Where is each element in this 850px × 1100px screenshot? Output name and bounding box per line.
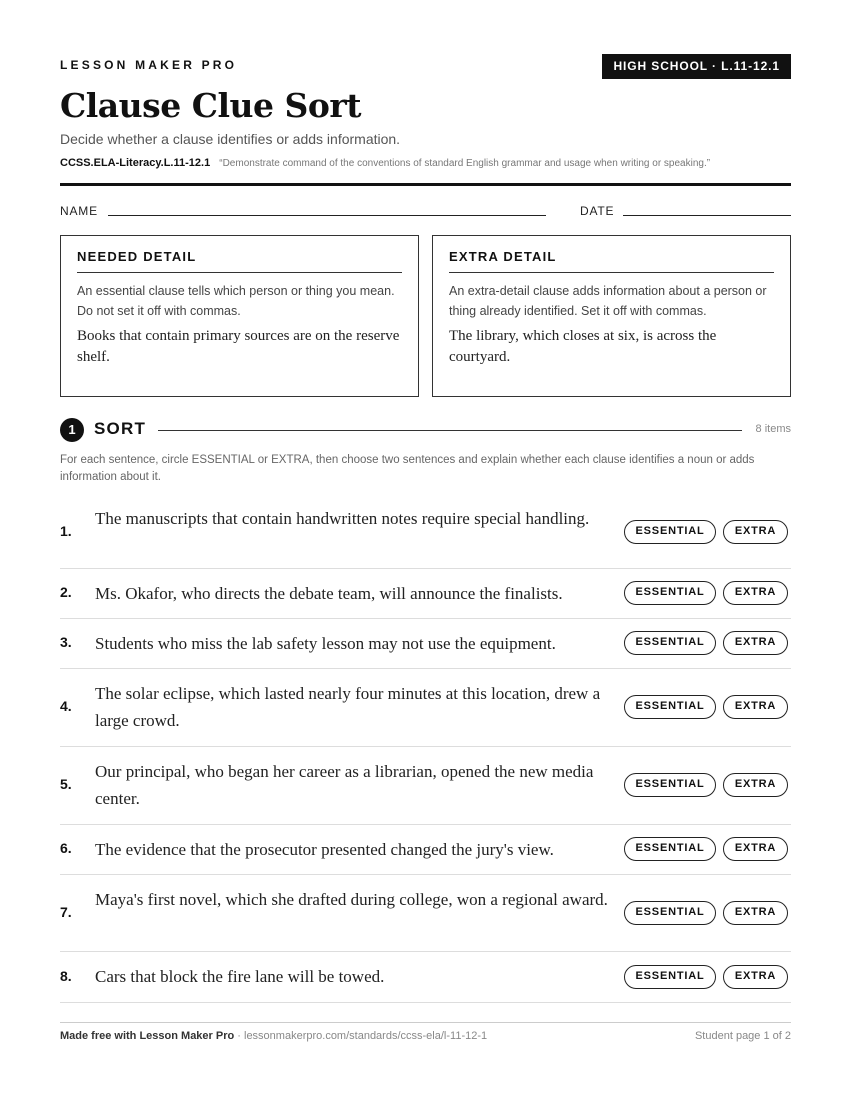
sentence-number: 7. (60, 904, 72, 920)
sentence-text: Our principal, who began her career as a librarian, opened the new media center. (95, 762, 594, 808)
sentence-text: Cars that block the fire lane will be towed. (95, 967, 385, 986)
needed-detail-example: Books that contain primary sources are on the reserve shelf. (77, 328, 400, 365)
extra-choice[interactable]: EXTRA (723, 695, 788, 719)
extra-choice[interactable]: EXTRA (723, 581, 788, 605)
sentence-row (60, 875, 791, 952)
essential-choice[interactable]: ESSENTIAL (624, 901, 716, 925)
date-field[interactable] (623, 215, 791, 216)
sentence-row (60, 669, 791, 747)
page-title: Clause Clue Sort (60, 86, 361, 125)
sentence-text: The solar eclipse, which lasted nearly four minutes at this location, drew a large crowd. (95, 684, 601, 730)
standard-line (60, 157, 710, 169)
essential-choice[interactable]: ESSENTIAL (624, 837, 716, 861)
extra-choice[interactable]: EXTRA (723, 837, 788, 861)
brand-name: LESSON MAKER PRO (60, 58, 238, 72)
sentence-text: The manuscripts that contain handwritten notes require special handling. (95, 509, 590, 528)
footer-divider (60, 1022, 791, 1023)
worksheet-page (60, 0, 791, 1100)
footer-page-number: Student page 1 of 2 (694, 1030, 791, 1042)
sentence-text: Maya's first novel, which she drafted during college, won a regional award. (95, 890, 608, 909)
sentence-row (60, 825, 791, 875)
sentence-row (60, 952, 791, 1003)
extra-detail-heading: EXTRA DETAIL (449, 249, 774, 273)
sentence-number: 5. (60, 776, 72, 792)
needed-detail-card (60, 235, 419, 397)
sentence-text: Students who miss the lab safety lesson may not use the equipment. (95, 634, 556, 653)
essential-choice[interactable]: ESSENTIAL (624, 695, 716, 719)
essential-choice[interactable]: ESSENTIAL (624, 965, 716, 989)
sentence-number: 3. (60, 634, 72, 650)
essential-choice[interactable]: ESSENTIAL (624, 581, 716, 605)
sentence-number: 8. (60, 968, 72, 984)
needed-detail-description: An essential clause tells which person or thing you mean. Do not set it off with commas. (77, 284, 395, 318)
level-badge: HIGH SCHOOL · L.11-12.1 (602, 54, 791, 79)
sentence-row (60, 569, 791, 619)
sentence-number: 1. (60, 523, 72, 539)
name-label: NAME (60, 204, 98, 218)
sentence-row (60, 619, 791, 669)
standard-code: CCSS.ELA-Literacy.L.11-12.1 (60, 157, 211, 169)
date-label: DATE (580, 204, 615, 218)
sort-instructions: For each sentence, circle ESSENTIAL or EXTRA, then choose two sentences and explain whether each clause identifies a noun or adds information about it. (60, 454, 755, 483)
extra-choice[interactable]: EXTRA (723, 901, 788, 925)
footer-url[interactable]: · lessonmakerpro.com/standards/ccss-ela/l-11-12-1 (237, 1030, 488, 1042)
extra-choice[interactable]: EXTRA (723, 965, 788, 989)
extra-choice[interactable]: EXTRA (723, 631, 788, 655)
footer-credit (60, 1030, 487, 1042)
extra-choice[interactable]: EXTRA (723, 773, 788, 797)
footer-made-with: Made free with Lesson Maker Pro (60, 1030, 235, 1042)
sentence-text: Ms. Okafor, who directs the debate team, will announce the finalists. (95, 584, 563, 603)
essential-choice[interactable]: ESSENTIAL (624, 773, 716, 797)
item-count: 8 items (755, 423, 791, 435)
section-number-badge: 1 (60, 418, 84, 442)
extra-detail-card (432, 235, 791, 397)
needed-detail-heading: NEEDED DETAIL (77, 249, 402, 273)
standard-quote: “Demonstrate command of the conventions of standard English grammar and usage when writing or speaking.” (219, 158, 711, 169)
extra-detail-example: The library, which closes at six, is across the courtyard. (449, 328, 717, 365)
header-divider (60, 183, 791, 186)
sentence-number: 6. (60, 840, 72, 856)
extra-detail-description: An extra-detail clause adds information about a person or thing already identified. Set it off with commas. (449, 284, 767, 318)
sentence-number: 4. (60, 698, 72, 714)
sentence-row (60, 496, 791, 569)
essential-choice[interactable]: ESSENTIAL (624, 520, 716, 544)
name-field[interactable] (108, 215, 546, 216)
section-divider (158, 430, 742, 431)
sentence-text: The evidence that the prosecutor presented changed the jury's view. (95, 840, 554, 859)
page-subtitle: Decide whether a clause identifies or adds information. (60, 131, 401, 147)
sentence-row (60, 747, 791, 825)
essential-choice[interactable]: ESSENTIAL (624, 631, 716, 655)
sentence-number: 2. (60, 584, 72, 600)
section-title: SORT (94, 419, 147, 438)
extra-choice[interactable]: EXTRA (723, 520, 788, 544)
